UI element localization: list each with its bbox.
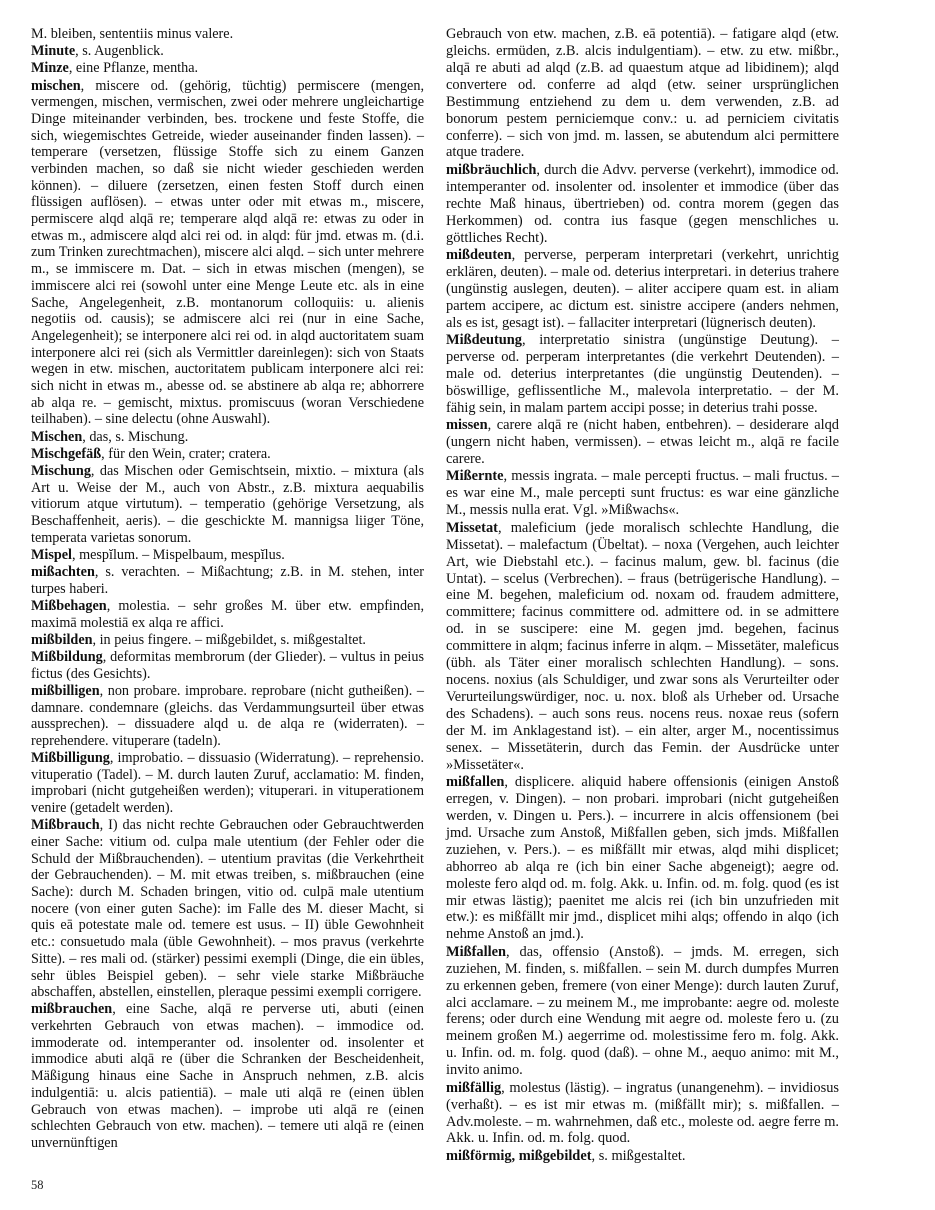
headword: Mischgefäß	[31, 445, 102, 462]
headword: mißdeuten	[446, 246, 512, 263]
entry-text: , interpretatio sinistra (ungünstige Deutung). – perverse od. perperam interpretantes (die verkehrt Deutenden). – male od. deterius interpretantes (die ungünstig Deutenden). – böswillige, geflissentliche M., malevola interpretatio. – der M. fähig sein, in malam partem accipi posse; in deterius trahi posse.	[446, 332, 839, 416]
entry-text: , eine Pflanze, mentha.	[68, 60, 199, 77]
headword: mißbilden	[31, 631, 93, 648]
entry-text: , mespĭlum. – Mispelbaum, mespĭlus.	[71, 546, 285, 563]
entry-text: , das, offensio (Anstoß). – jmds. M. erregen, sich zuziehen, M. finden, s. mißfallen. – sein M. durch dumpfes Murren zu erkennen geben, fremere (von einer Menge): durch lauten Zuruf, alci acclamare. – zu meinem M., me improbante: aegre od. moleste ferens; oder durch eine Wendung mit aegre od. moleste fero u. (zu meinem großen M.) aegerrime od. molestissime fero m. folg. Akk. u. Infin. od. m. folg. quod (daß). – ohne M., aequo animo: mit M., invito animo.	[446, 943, 839, 1079]
headword: Mißdeutung	[446, 332, 522, 349]
dictionary-entry	[31, 632, 424, 649]
entry-text: , durch die Advv. perverse (verkehrt), immodice od. intemperanter od. insolenter od. insolenter et immodice (über das rechte Maß hinaus, übertrieben) od. contra morem (gegen das Herkommen) od. contra ius fasque (gegen menschliches u. göttliches Recht).	[446, 161, 839, 246]
headword: mißbräuchlich	[446, 161, 537, 178]
headword: mißbilligen	[31, 682, 100, 699]
dictionary-entry	[31, 78, 424, 428]
entry-text: , s. Augenblick.	[75, 43, 164, 60]
entry-text: , messis ingrata. – male percepti fructus. – mali fructus. – es war eine M., male percepti sunt fructus: es war eine gänzliche M., messis nulla erat. Vgl. »Mißwachs«.	[446, 468, 839, 519]
dictionary-entry	[31, 598, 424, 631]
headword: Missetat	[446, 519, 498, 536]
dictionary-entry	[31, 1001, 424, 1151]
entry-text: , molestus (lästig). – ingratus (unangenehm). – invidiosus (verhaßt). – es ist mir etwas m. (mißfällt mir); s. mißfallen. – Adv.moleste. – m. wahrnehmen, daß etc., moleste od. aegre ferre m. Akk. u. Infin. od. m. folg. quod.	[446, 1079, 839, 1147]
entry-text: , improbatio. – dissuasio (Widerratung). – reprehensio. vituperatio (Tadel). – M. durch lauten Zuruf, acclamatio: M. finden, improbari (nicht gutgeheißen werden); vituperari. in vituperationem venire (getadelt werden).	[31, 750, 424, 817]
headword: Minute	[31, 43, 76, 60]
dictionary-entry	[31, 564, 424, 597]
entry-text: , das, s. Mischung.	[82, 428, 189, 445]
dictionary-entry	[446, 944, 839, 1079]
entry-text: , perverse, perperam interpretari (verkehrt, unrichtig erklären, deuten). – male od. deterius interpretari. in deterius trahere (ungünstig auslegen, deuten). – aliter accipere quam est. in aliam partem accipere, ac dictum est. sinistre accipere (anders nehmen, als es ist, gesagt ist). – fallaciter interpretari (lügnerisch deuten).	[446, 246, 839, 331]
dictionary-entry	[446, 468, 839, 519]
dictionary-entry	[31, 649, 424, 682]
headword: missen	[446, 417, 488, 434]
headword: Mispel	[31, 546, 72, 563]
entry-text: , s. verachten. – Mißachtung; z.B. in M. stehen, inter turpes haberi.	[31, 564, 424, 597]
headword: Mißfallen	[446, 943, 506, 960]
entry-text: , s. mißgestaltet.	[591, 1147, 686, 1164]
dictionary-entry	[31, 43, 424, 60]
headword: mißfallen	[446, 774, 505, 791]
headword: Mischung	[31, 462, 91, 479]
entry-text: , displicere. aliquid habere offensionis (einigen Anstoß erregen, v. Dingen). – non probari. improbari (nicht gutgeheißen werden, v. Dingen u. Pers.). – incurrere in alcis offensionem (bei jmd. Ursache zum Anstoß, Mißfallen geben, sich jmds. Mißfallen zuziehen, v. Pers.). – es mißfällt mir etwas, alqd mihi displicet; abhorreo ab alqa re (ich bin einer Sache abgeneigt); aegre od. moleste fero alqd od. m. folg. Akk. u. Infin. od. m. folg. quod (es ist mir etwas lästig); paenitet me alcis rei (ich bin unzufrieden mit etw.): es mißfällt mir jmd., displicet mihi alqs; offendo in alqo (ich nehme Anstoß an jmd.).	[446, 774, 839, 943]
entry-text: , für den Wein, crater; cratera.	[101, 445, 271, 462]
dictionary-entry	[31, 463, 424, 546]
headword: Minze	[31, 60, 69, 77]
headword: Mißbilligung	[31, 750, 110, 767]
headword: Mischen	[31, 428, 83, 445]
dictionary-entry	[446, 417, 839, 468]
dictionary-entry	[31, 446, 424, 463]
dictionary-entry	[31, 26, 424, 43]
entry-text: , non probare. improbare. reprobare (nicht gutheißen). – damnare. condemnare (gleichs. das Verdammungsurteil über etwas aussprechen). – dissuadere alqd u. de alqa re (widerraten). – reprehendere. vituperare (tadeln).	[31, 682, 424, 749]
dictionary-entry	[446, 1080, 839, 1148]
entry-text: , I) das nicht rechte Gebrauchen oder Gebrauchtwerden einer Sache: vitium od. culpa male utentium (der Fehler oder die Schuld der Mißbrauchenden). – utentium pravitas (die Verkehrtheit der Gebrauchenden). – M. mit etwas treiben, s. mißbrauchen (eine Sache): durch M. Schaden bringen, vitio od. culpā male utentium nocere (von einer guten Sache): im Falle des M. dieser Macht, si quis eā potestate male od. temere est usus. – II) üble Gewohnheit etc.: consuetudo mala (üble Gewohnheit). – mos pravus (verkehrte Sitte). – res mali od. (stärker) pessimi exempli (Dinge, die ein übles, sehr übles Beispiel geben). – sehr viele starke Mißbräuche abschaffen, abstellen, einstellen, pleraque pessimi exempli corrigere.	[31, 817, 424, 1001]
dictionary-entry	[446, 520, 839, 774]
headword: mißachten	[31, 564, 95, 580]
dictionary-entry	[446, 332, 839, 417]
entry-text: , das Mischen oder Gemischtsein, mixtio. – mixtura (als Art u. Weise der M., auch von Abstr., z.B. mixtura aequabilis vitiorum atque virtutum). – temperatio (gehörige Versetzung, als Beschaffenheit, aeris). – die geschickte M. mannigsa liiger Töne, temperata varietas sonorum.	[31, 462, 424, 546]
dictionary-entry	[446, 247, 839, 332]
page-number: 58	[31, 1178, 44, 1192]
dictionary-entry	[446, 774, 839, 943]
headword: Mißbehagen	[31, 597, 107, 614]
right-column	[446, 26, 839, 1165]
dictionary-entry	[31, 547, 424, 564]
dictionary-entry	[31, 683, 424, 750]
headword: Mißernte	[446, 468, 504, 485]
dictionary-entry	[31, 429, 424, 446]
entry-text: Gebrauch von etw. machen, z.B. eā potentiā). – fatigare alqd (etw. gleichs. ermüden, z.B. alcis indulgentiam). – etw. zu etw. mißbr., alqā re abuti ad alqd (z.B. ad quaestum atque ad libidinem); alqd convertere od. conferre ad alqd (etw. seiner ursprünglichen Bestimmung entziehend zu dem u. dem verwenden, z.B. ad bonorum pestem perniciemque conv.: u. ad perniciem civitatis conferre). – sich von jmd. m. lassen, se abutendum alci permittere atque tradere.	[446, 26, 839, 161]
dictionary-entry	[31, 750, 424, 817]
headword: Mißbildung	[31, 648, 103, 665]
headword: mißbrauchen	[31, 1001, 113, 1018]
dictionary-entry	[31, 817, 424, 1001]
entry-text: , eine Sache, alqā re perverse uti, abuti (einen verkehrten Gebrauch von etwas machen). – immodice od. immoderate od. intemperanter od. insolenter od. insolenter et immodice abuti alqā re (über die Schranken der Bescheidenheit, Mäßigung hinaus eine Sache in Anspruch nehmen, z.B. alcis indulgentiā: u. alcis patientiā). – male uti alqā re (einen üblen Gebrauch von etwas machen). – improbe uti alqā re (einen schlechten Gebrauch von etw. machen). – temere uti alqā re (einen unvernünftigen	[31, 1001, 424, 1151]
left-column	[31, 26, 424, 1152]
dictionary-entry	[446, 162, 839, 247]
entry-text: , molestia. – sehr großes M. über etw. empfinden, maximā molestiā ex alqa re affici.	[31, 597, 424, 631]
entry-text: , deformitas membrorum (der Glieder). – vultus in peius fictus (des Gesichts).	[31, 648, 424, 682]
headword: Mißbrauch	[31, 817, 100, 834]
dictionary-entry	[446, 1148, 839, 1165]
dictionary-entry	[31, 60, 424, 77]
headword: mißförmig, mißgebildet	[446, 1147, 592, 1164]
entry-text: , maleficium (jede moralisch schlechte Handlung, die Missetat). – malefactum (Übeltat). – noxa (Vergehen, auch leichter Art, wie Diebstahl etc.). – facinus malum, gew. bl. facinus (die Untat). – scelus (Verbrechen). – fraus (betrügerische Handlung). – eine M. begehen, maleficium od. noxam od. fraudem admittere, committere; facinus committere od. admittere od. in se admittere od. in se suscipere: eine M. gegen jmd. begehen, facinus committere in alqm; facinus inferre in alqm. – Missetäter, maleficus (übh. als Täter einer moralisch schlechten Handlung). – sons. nocens. noxius (als Schuldiger, und zwar sons als Verurteilter oder Verurteilungswürdiger, noc. u. nox. bloß als Urheber od. Ursache des Schadens). – auch sons reus. nocens reus. noxae reus (sofern der M. im Anklagestand ist). – ein alter, arger M., nocentissimus senex. – Missetäterin, durch das Femin. der Ausdrücke unter »Missetäter«.	[446, 519, 839, 773]
headword: mißfällig	[446, 1079, 502, 1096]
entry-text: , miscere od. (gehörig, tüchtig) permiscere (mengen, vermengen, mischen, vermischen, zwei oder mehrere ungleichartige Dinge miteinander verbinden, bes. trockene und feste Stoffe, die sich, wiegemischtes Getreide, wieder auseinander finden lassen). – temperare (versetzen, flüssige Stoffe sich zu einem Ganzen verbinden machen, so daß sie nicht wieder geschieden werden können). – diluere (zersetzen, einen festen Stoff durch einen flüssigen auflösen). – etwas unter oder mit etwas m., miscere, permiscere alqd alqā re; temperare alqd alqā re: etwas zu oder in etwas m., admiscere alqd alci rei od. in alqd: für jmd. etwas m. (d.i. zum Trinken zurechtmachen), miscere alci alqd. – sich unter mehrere m., se immiscere m. Dat. – sich in etwas mischen (mengen), se immiscere alci rei (sowohl unter eine Menge Leute etc. als in eine Sache, Angelegenheit, z.B. montanorum colloquiis: u. alienis negotiis od. causis); se admiscere alci rei (nur in eine Sache, Angelegenheit); se interponere alci rei od. in alqd auctoritatem suam interponere alci rei (sich als Vermittler dareinlegen): sich von Staats wegen in etw. mischen, auctoritatem publicam interponere alci rei: sich nicht in etwas m., abesse od. se abstinere ab alqa re; abhorrere ab alqa re. – gemischt, mixtus. promiscuus (woran Verschiedene teilhaben). – sine delectu (ohne Auswahl).	[31, 77, 424, 428]
entry-text: , carere alqā re (nicht haben, entbehren). – desiderare alqd (ungern nicht haben, vermissen). – etwas leicht m., alqā re facile carere.	[446, 417, 839, 468]
dictionary-entry	[446, 26, 839, 161]
entry-text: , in peius fingere. – mißgebildet, s. mißgestaltet.	[92, 631, 366, 648]
headword: mischen	[31, 77, 81, 94]
entry-text: M. bleiben, sententiis minus valere.	[31, 26, 234, 42]
